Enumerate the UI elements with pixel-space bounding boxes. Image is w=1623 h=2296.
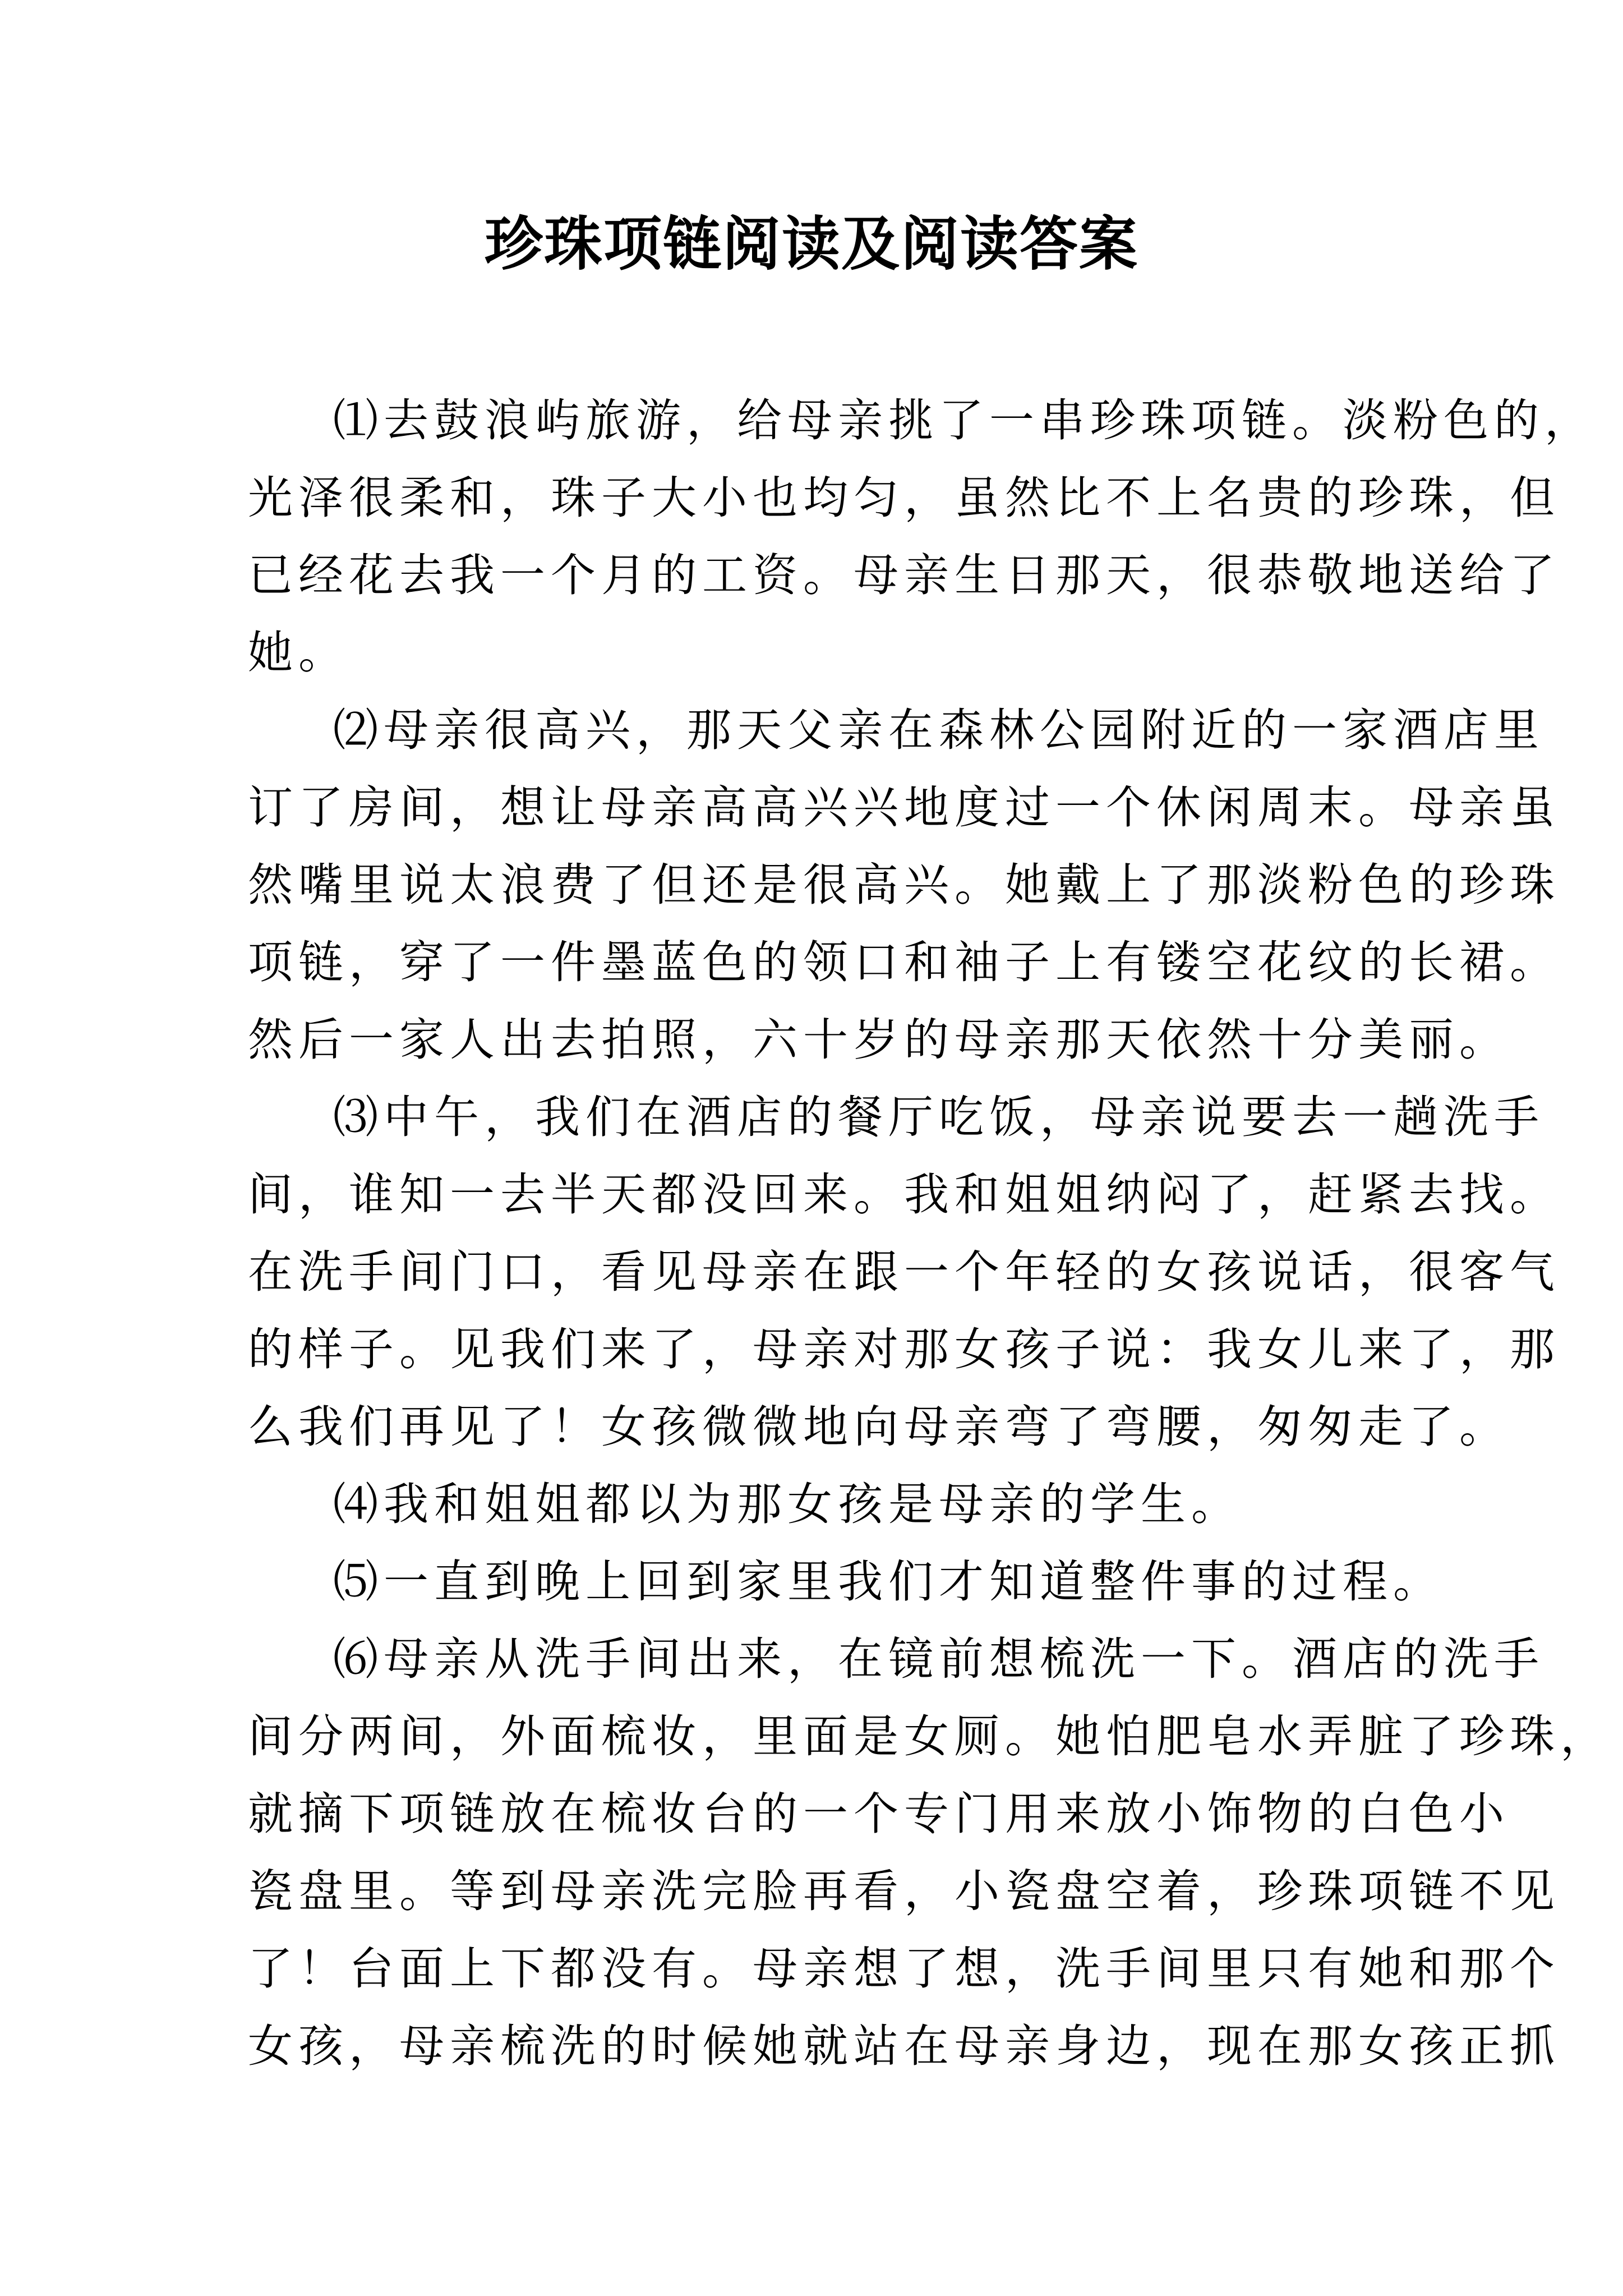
text-line: 然后一家人出去拍照，六十岁的母亲那天依然十分美丽。 — [248, 1014, 1510, 1066]
text-line: 已经花去我一个月的工资。母亲生日那天，很恭敬地送给了 — [248, 549, 1560, 601]
text-line: 瓷盘里。等到母亲洗完脸再看，小瓷盘空着，珍珠项链不见 — [248, 1865, 1560, 1917]
text-line: ⑹母亲从洗手间出来，在镜前想梳洗一下。酒店的洗手 — [333, 1633, 1544, 1685]
text-line: 么我们再见了！女孩微微地向母亲弯了弯腰，匆匆走了。 — [248, 1401, 1510, 1453]
text-line: ⑶中午，我们在酒店的餐厅吃饭，母亲说要去一趟洗手 — [333, 1091, 1544, 1143]
text-line: 项链，穿了一件墨蓝色的领口和袖子上有镂空花纹的长裙。 — [248, 936, 1560, 988]
text-line: 她。 — [248, 627, 349, 679]
text-line: ⑷我和姐姐都以为那女孩是母亲的学生。 — [333, 1478, 1242, 1530]
text-line: 了！台面上下都没有。母亲想了想，洗手间里只有她和那个 — [248, 1943, 1560, 1995]
text-line: ⑸一直到晚上回到家里我们才知道整件事的过程。 — [333, 1556, 1444, 1608]
text-line: 然嘴里说太浪费了但还是很高兴。她戴上了那淡粉色的珍珠 — [248, 859, 1560, 911]
text-line: 就摘下项链放在梳妆台的一个专门用来放小饰物的白色小 — [248, 1788, 1510, 1840]
text-line: 订了房间，想让母亲高高兴兴地度过一个休闲周末。母亲虽 — [248, 781, 1560, 834]
text-line: 间，谁知一去半天都没回来。我和姐姐纳闷了，赶紧去找。 — [248, 1168, 1560, 1221]
text-line: 女孩，母亲梳洗的时候她就站在母亲身边，现在那女孩正抓 — [248, 2020, 1560, 2072]
text-line: 间分两间，外面梳妆，里面是女厕。她怕肥皂水弄脏了珍珠， — [248, 1710, 1611, 1763]
text-line: ⑴去鼓浪屿旅游，给母亲挑了一串珍珠项链。淡粉色的， — [333, 394, 1595, 447]
text-line: 的样子。见我们来了，母亲对那女孩子说：我女儿来了，那 — [248, 1323, 1560, 1375]
text-line: 光泽很柔和，珠子大小也均匀，虽然比不上名贵的珍珠，但 — [248, 472, 1560, 524]
text-line: 在洗手间门口，看见母亲在跟一个年轻的女孩说话，很客气 — [248, 1246, 1560, 1298]
document-title: 珍珠项链阅读及阅读答案 — [484, 209, 1138, 278]
text-line: ⑵母亲很高兴，那天父亲在森林公园附近的一家酒店里 — [333, 704, 1544, 756]
